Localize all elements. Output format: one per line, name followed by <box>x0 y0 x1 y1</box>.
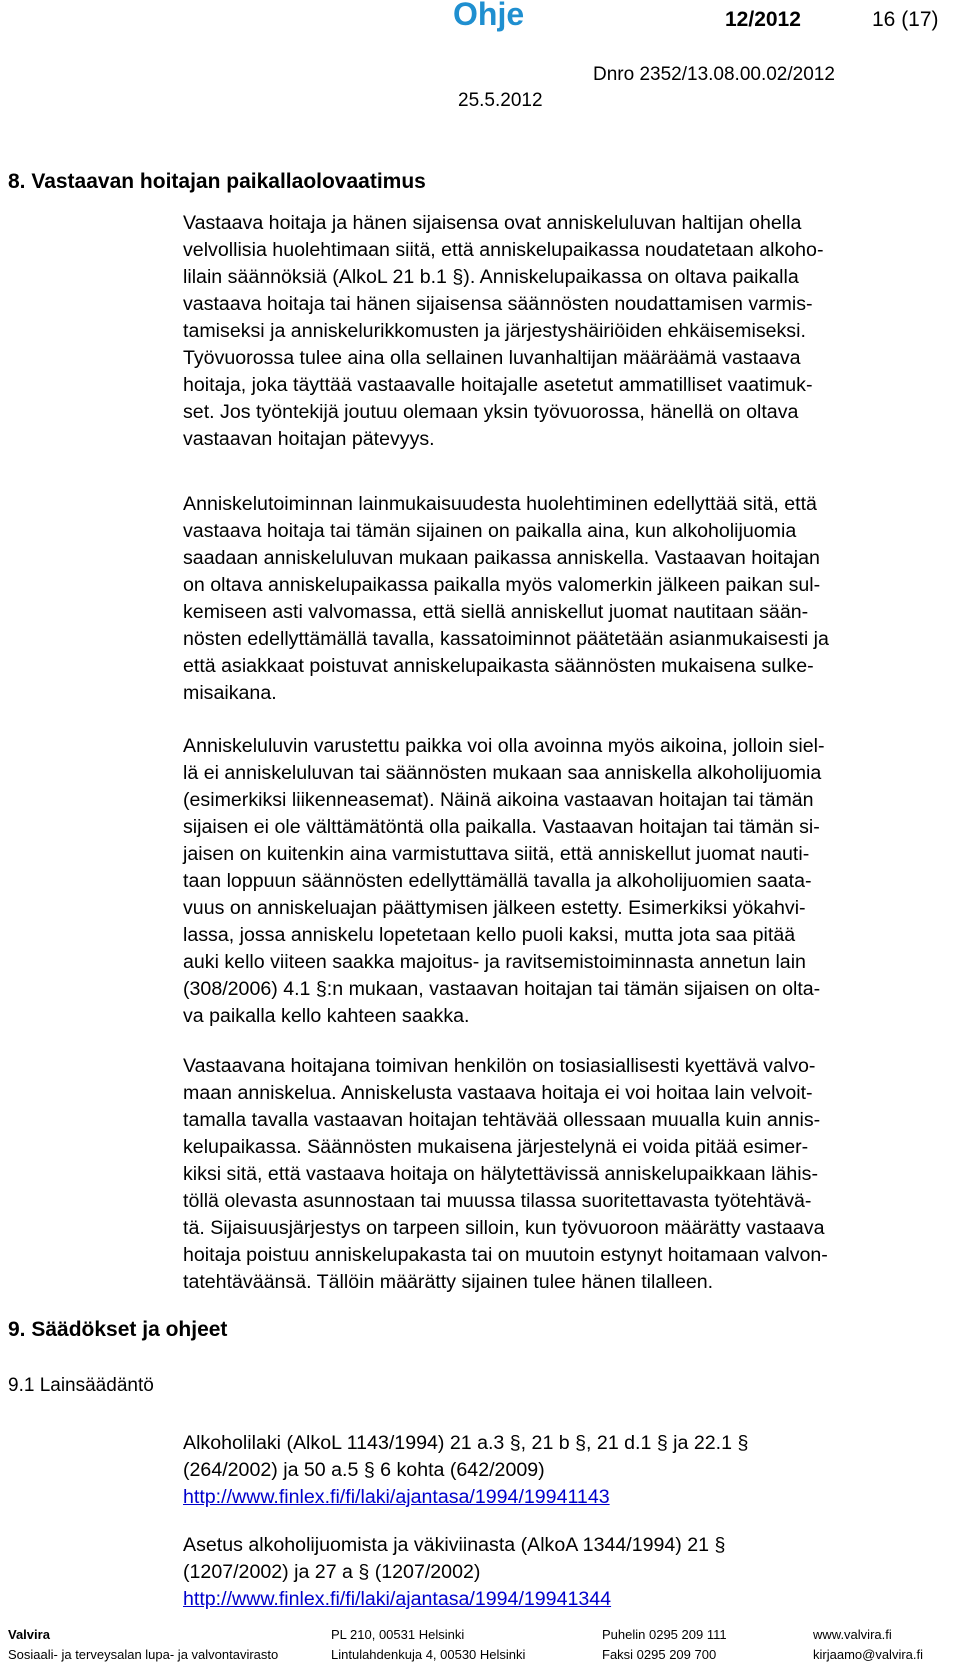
document-number: 12/2012 <box>725 8 801 31</box>
paragraph-4 <box>183 1053 943 1296</box>
text-line: jaisen on kuitenkin aina varmistuttava siitä, että anniskellut juomat nauti- <box>183 843 810 865</box>
footer-fax: Faksi 0295 209 700 <box>602 1647 717 1662</box>
text-line: vastaava hoitaja tai hänen sijaisensa säännösten noudattamisen varmis- <box>183 293 813 315</box>
paragraph-3 <box>183 733 943 1030</box>
text-line: on oltava anniskelupaikassa paikalla myös valomerkin jälkeen paikan sul- <box>183 574 821 596</box>
text-line: kemiseen asti valvomassa, että siellä anniskellut juomat nautitaan sään- <box>183 601 809 623</box>
page-footer <box>0 1627 960 1667</box>
text-line: vuus on anniskeluajan päättymisen jälkeen estetty. Esimerkiksi yökahvi- <box>183 897 806 919</box>
document-type-title: Ohje <box>453 0 525 32</box>
text-line: hoitaja, joka täyttää vastaavalle hoitajalle asetetut ammatilliset vaatimuk- <box>183 374 813 396</box>
law-reference-1 <box>183 1430 943 1511</box>
text-line: Asetus alkoholijuomista ja väkiviinasta (AlkoA 1344/1994) 21 § <box>183 1534 726 1556</box>
section-9-heading: 9. Säädökset ja ohjeet <box>8 1318 228 1341</box>
paragraph-2 <box>183 491 943 707</box>
text-line: misaikana. <box>183 682 277 704</box>
document-date: 25.5.2012 <box>458 90 543 111</box>
section-8-heading: 8. Vastaavan hoitajan paikallaolovaatimus <box>8 170 426 193</box>
text-line: Vastaavana hoitajana toimivan henkilön on tosiasiallisesti kyettävä valvo- <box>183 1055 816 1077</box>
text-line: vastaava hoitaja tai tämän sijainen on paikalla aina, kun alkoholijuomia <box>183 520 797 542</box>
footer-postal-address: PL 210, 00531 Helsinki <box>331 1627 465 1642</box>
text-line: maan anniskelua. Anniskelusta vastaava hoitaja ei voi hoitaa lain velvoit- <box>183 1082 813 1104</box>
text-line: Vastaava hoitaja ja hänen sijaisensa ovat anniskeluluvan haltijan ohella <box>183 212 802 234</box>
text-line: saadaan anniskeluluvan mukaan paikassa anniskella. Vastaavan hoitajan <box>183 547 820 569</box>
text-line: lilain säännöksiä (AlkoL 21 b.1 §). Anniskelupaikassa on oltava paikalla <box>183 266 799 288</box>
footer-org-full-name: Sosiaali- ja terveysalan lupa- ja valvontavirasto <box>8 1647 279 1662</box>
text-line: vastaavan hoitajan pätevyys. <box>183 428 435 450</box>
text-line: (esimerkiksi liikenneasemat). Näinä aikoina vastaavan hoitajan tai tämän <box>183 789 814 811</box>
text-line: Alkoholilaki (AlkoL 1143/1994) 21 a.3 §, 21 b §, 21 d.1 § ja 22.1 § <box>183 1432 749 1454</box>
text-line: (1207/2002) ja 27 a § (1207/2002) <box>183 1561 481 1583</box>
page-number: 16 (17) <box>872 8 939 31</box>
text-line: lassa, jossa anniskelu lopetetaan kello puoli kaksi, mutta jota saa pitää <box>183 924 796 946</box>
text-line: (308/2006) 4.1 §:n mukaan, vastaavan hoitajan tai tämän sijaisen on olta- <box>183 978 821 1000</box>
footer-org-name: Valvira <box>8 1627 50 1642</box>
footer-street-address: Lintulahdenkuja 4, 00530 Helsinki <box>331 1647 526 1662</box>
text-line: velvollisia huolehtimaan siitä, että anniskelupaikassa noudatetaan alkoho- <box>183 239 824 261</box>
text-line: set. Jos työntekijä joutuu olemaan yksin työvuorossa, hänellä on oltava <box>183 401 799 423</box>
footer-email: kirjaamo@valvira.fi <box>813 1647 923 1662</box>
text-line: että asiakkaat poistuvat anniskelupaikasta säännösten mukaisena sulke- <box>183 655 814 677</box>
text-line: sijaisen ei ole välttämätöntä olla paikalla. Vastaavan hoitajan tai tämän si- <box>183 816 820 838</box>
finlex-link-alkoholilaki[interactable]: http://www.finlex.fi/fi/laki/ajantasa/1994/19941143 <box>183 1486 610 1508</box>
text-line: auki kello viiteen saakka majoitus- ja ravitsemistoiminnasta annetun lain <box>183 951 806 973</box>
law-reference-2 <box>183 1532 943 1613</box>
text-line: kiksi sitä, että vastaava hoitaja on hälytettävissä anniskelupaikkaan lähis- <box>183 1163 818 1185</box>
text-line: Työvuorossa tulee aina olla sellainen luvanhaltijan määräämä vastaava <box>183 347 801 369</box>
text-line: va paikalla kello kahteen saakka. <box>183 1005 470 1027</box>
text-line: tä. Sijaisuusjärjestys on tarpeen silloin, kun työvuoroon määrätty vastaava <box>183 1217 825 1239</box>
text-line: Anniskelutoiminnan lainmukaisuudesta huolehtiminen edellyttää sitä, että <box>183 493 817 515</box>
text-line: töllä olevasta asunnostaan tai muussa tilassa suoritettavasta työtehtävä- <box>183 1190 812 1212</box>
text-line: tatehtäväänsä. Tällöin määrätty sijainen tulee hänen tilalleen. <box>183 1271 714 1293</box>
footer-phone: Puhelin 0295 209 111 <box>602 1627 727 1642</box>
finlex-link-alkoholiasetus[interactable]: http://www.finlex.fi/fi/laki/ajantasa/1994/19941344 <box>183 1588 612 1610</box>
text-line: taan loppuun säännösten edellyttämällä tavalla ja alkoholijuomien saata- <box>183 870 812 892</box>
text-line: nösten edellyttämällä tavalla, kassatoiminnot päätetään asianmukaisesti ja <box>183 628 829 650</box>
text-line: hoitaja poistuu anniskelupakasta tai on muutoin estynyt hoitamaan valvon- <box>183 1244 828 1266</box>
text-line: lä ei anniskeluluvan tai säännösten mukaan saa anniskella alkoholijuomia <box>183 762 822 784</box>
text-line: Anniskeluluvin varustettu paikka voi olla avoinna myös aikoina, jolloin siel- <box>183 735 825 757</box>
section-9-1-heading: 9.1 Lainsäädäntö <box>8 1375 154 1396</box>
text-line: kelupaikassa. Säännösten mukaisena järjestelynä ei voida pitää esimer- <box>183 1136 809 1158</box>
paragraph-1 <box>183 210 943 453</box>
record-number: Dnro 2352/13.08.00.02/2012 <box>593 64 835 85</box>
text-line: (264/2002) ja 50 a.5 § 6 kohta (642/2009) <box>183 1459 545 1481</box>
text-line: tamiseksi ja anniskelurikkomusten ja järjestyshäiriöiden ehkäisemiseksi. <box>183 320 806 342</box>
text-line: tamalla tavalla vastaavan hoitajan tehtävää ollessaan muualla kuin annis- <box>183 1109 821 1131</box>
footer-website: www.valvira.fi <box>813 1627 892 1642</box>
